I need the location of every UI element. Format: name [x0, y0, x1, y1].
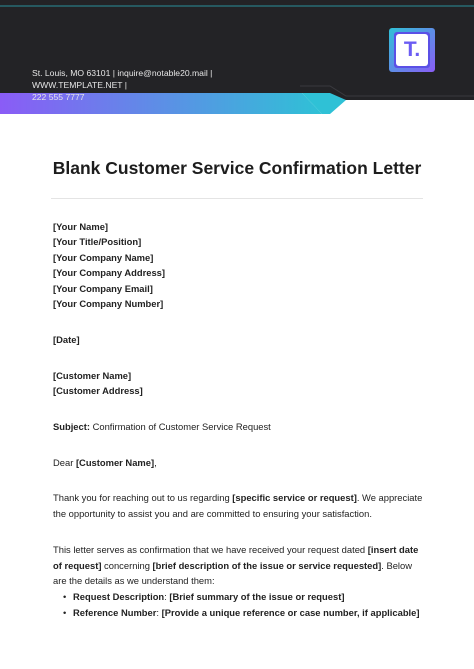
sender-title: [Your Title/Position] [53, 236, 142, 247]
detail-value: [Brief summary of the issue or request] [169, 591, 345, 602]
contact-line-address: St. Louis, MO 63101 | inquire@notable20.mail | WWW.TEMPLATE.NET | [32, 68, 213, 90]
greeting-suffix: , [154, 457, 157, 468]
contact-line-phone: 222 555 7777 [32, 92, 85, 102]
detail-label: Request Description [73, 591, 165, 602]
paragraph-text: This letter serves as confirmation that we have received your request dated [53, 544, 368, 555]
title-divider [51, 198, 423, 199]
subject-text: Confirmation of Customer Service Request [89, 421, 271, 432]
request-details-list [53, 589, 420, 620]
sender-company-address: [Your Company Address] [53, 267, 165, 278]
paragraph-thanks [53, 490, 425, 521]
letter-date: [Date] [53, 334, 80, 345]
sender-company-number: [Your Company Number] [53, 298, 164, 309]
letterhead [0, 0, 474, 114]
sender-company-email: [Your Company Email] [53, 283, 153, 294]
contact-info [32, 67, 292, 103]
sender-company-name: [Your Company Name] [53, 252, 154, 263]
paragraph-confirmation [53, 542, 425, 589]
sender-name: [Your Name] [53, 221, 109, 232]
paragraph-placeholder: [insert date of request] [53, 544, 419, 571]
detail-label: Reference Number [73, 606, 157, 618]
recipient-name: [Customer Name] [53, 370, 132, 381]
recipient-address: [Customer Address] [53, 385, 143, 396]
paragraph-text: . We appreciate the opportunity to assist you and are committed to ensuring your satisfaction. [53, 492, 423, 519]
greeting-prefix: Dear [53, 457, 76, 468]
paragraph-placeholder: [brief description of the issue or service requested] [152, 559, 382, 571]
paragraph-placeholder: [specific service or request] [232, 492, 357, 503]
subject-line [53, 421, 271, 432]
paragraph-text: . Below are the details as we understand them: [53, 559, 412, 586]
greeting-name: [Customer Name] [75, 457, 155, 468]
detail-separator: : [164, 591, 170, 602]
subject-label: Subject: [53, 421, 90, 432]
list-item [63, 589, 420, 605]
paragraph-text: concerning [101, 559, 153, 571]
logo-mark: T. [396, 34, 428, 66]
paragraph-text: Thank you for reaching out to us regarding [53, 492, 233, 503]
detail-separator: : [156, 606, 162, 618]
list-item [63, 605, 420, 621]
greeting [53, 457, 157, 468]
detail-value: [Provide a unique reference or case number, if applicable] [161, 606, 420, 618]
document-title: Blank Customer Service Confirmation Letter [52, 158, 422, 178]
logo [388, 27, 436, 73]
